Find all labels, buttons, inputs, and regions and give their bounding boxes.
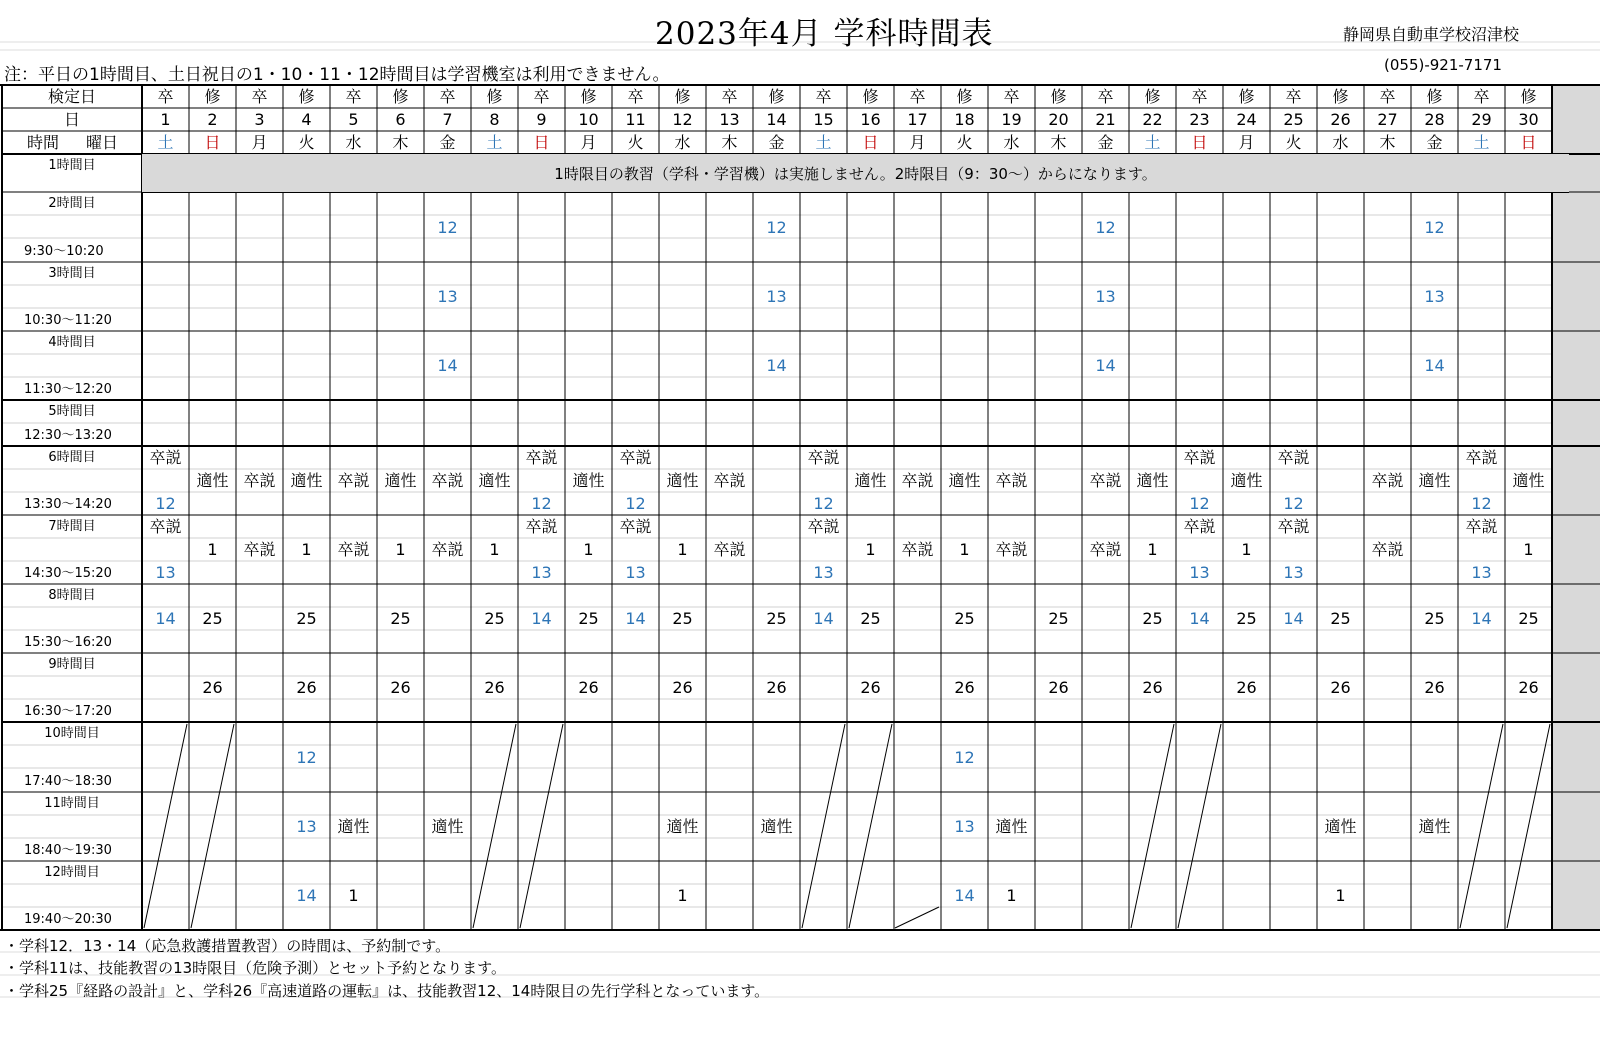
weekday: 金: [768, 132, 785, 152]
class-entry: 26: [1142, 677, 1163, 697]
period-name: 7時間目: [48, 518, 96, 534]
period-time: 14:30〜15:20: [24, 565, 112, 581]
day-number: 15: [813, 109, 834, 129]
class-entry: 1: [207, 539, 218, 559]
class-entry: 卒説: [901, 470, 934, 490]
class-entry: 14: [531, 608, 552, 628]
closed-slash: [802, 724, 845, 928]
class-entry: 25: [766, 608, 787, 628]
period-name: 6時間目: [48, 449, 96, 465]
class-entry: 卒説: [243, 539, 276, 559]
class-entry: 26: [766, 677, 787, 697]
class-entry: 12: [1189, 493, 1210, 513]
class-entry: 1: [677, 885, 688, 905]
period-name: 12時間目: [44, 864, 100, 880]
class-entry: 26: [578, 677, 599, 697]
class-entry: 卒説: [1277, 516, 1310, 536]
weekday: 木: [721, 132, 738, 152]
exam-mark: 卒: [909, 86, 926, 106]
weekday: 月: [251, 132, 268, 152]
class-entry: 14: [1095, 355, 1116, 375]
day-number: 2: [207, 109, 218, 129]
closed-slash: [473, 724, 516, 928]
weekday: 金: [1097, 132, 1114, 152]
class-entry: 26: [484, 677, 505, 697]
class-entry: 25: [390, 608, 411, 628]
exam-mark: 修: [1332, 86, 1349, 106]
class-entry: 1: [489, 539, 500, 559]
day-number: 4: [301, 109, 312, 129]
closed-slash: [1460, 724, 1503, 928]
day-number: 29: [1471, 109, 1492, 129]
class-entry: 12: [813, 493, 834, 513]
closed-slash: [144, 724, 187, 928]
period1-banner: 1時限目の教習（学科・学習機）は実施しません。2時限目（9：30〜）からになります。: [142, 154, 1569, 193]
class-entry: 卒説: [1371, 470, 1404, 490]
weekday: 木: [392, 132, 409, 152]
class-entry: 適性: [290, 470, 323, 490]
weekday: 水: [674, 132, 691, 152]
period-time: 18:40〜19:30: [24, 842, 112, 858]
class-entry: 1: [1147, 539, 1158, 559]
footnote-3: ・学科25『経路の設計』と、学科26『高速道路の運転』は、技能教習12、14時限目の先行学科となっています。: [4, 982, 770, 1000]
footnote-1: ・学科12．13・14（応急救護措置教習）の時間は、予約制です。: [4, 937, 451, 955]
class-entry: 適性: [384, 470, 417, 490]
exam-mark: 修: [956, 86, 973, 106]
class-entry: 14: [1283, 608, 1304, 628]
exam-mark: 修: [862, 86, 879, 106]
class-entry: 1: [301, 539, 312, 559]
day-number: 22: [1142, 109, 1163, 129]
class-entry: 25: [296, 608, 317, 628]
class-entry: 12: [296, 747, 317, 767]
class-entry: 13: [766, 286, 787, 306]
class-entry: 適性: [478, 470, 511, 490]
day-number: 28: [1424, 109, 1445, 129]
class-entry: 14: [296, 885, 317, 905]
class-entry: 適性: [760, 816, 793, 836]
class-entry: 14: [1471, 608, 1492, 628]
closed-slash: [895, 907, 939, 928]
class-entry: 適性: [1324, 816, 1357, 836]
class-entry: 卒説: [1371, 539, 1404, 559]
weekday: 日: [533, 132, 550, 152]
phone-number: (055)-921-7171: [1384, 56, 1502, 74]
exam-mark: 修: [1238, 86, 1255, 106]
class-entry: 卒説: [713, 470, 746, 490]
day-number: 23: [1189, 109, 1210, 129]
class-entry: 卒説: [995, 470, 1028, 490]
class-entry: 25: [578, 608, 599, 628]
class-entry: 14: [1189, 608, 1210, 628]
class-entry: 卒説: [713, 539, 746, 559]
class-entry: 卒説: [1089, 539, 1122, 559]
day-number: 30: [1518, 109, 1539, 129]
exam-mark: 修: [1144, 86, 1161, 106]
day-number: 21: [1095, 109, 1116, 129]
class-entry: 25: [1518, 608, 1539, 628]
class-entry: 25: [1048, 608, 1069, 628]
class-entry: 卒説: [1089, 470, 1122, 490]
class-entry: 12: [1471, 493, 1492, 513]
usage-note: 注：平日の1時間目、土日祝日の1・10・11・12時間目は学習機室は利用できません。: [4, 65, 670, 85]
class-entry: 卒説: [525, 516, 558, 536]
class-entry: 13: [1424, 286, 1445, 306]
class-entry: 卒説: [149, 516, 182, 536]
closed-slash: [1131, 724, 1174, 928]
weekday-label: 曜日: [85, 132, 118, 152]
class-entry: 1: [348, 885, 359, 905]
period-name: 8時間目: [48, 587, 96, 603]
class-entry: 1: [1523, 539, 1534, 559]
class-entry: 適性: [948, 470, 981, 490]
class-entry: 卒説: [619, 516, 652, 536]
period-time: 9:30〜10:20: [24, 243, 104, 259]
weekday: 金: [1426, 132, 1443, 152]
class-entry: 卒説: [901, 539, 934, 559]
day-number: 11: [625, 109, 646, 129]
exam-day-label: 検定日: [47, 86, 96, 106]
class-entry: 適性: [196, 470, 229, 490]
day-number: 5: [348, 109, 359, 129]
class-entry: 13: [625, 562, 646, 582]
period-name: 2時間目: [48, 195, 96, 211]
class-entry: 26: [860, 677, 881, 697]
exam-mark: 修: [392, 86, 409, 106]
class-entry: 25: [1424, 608, 1445, 628]
period-name: 10時間目: [44, 725, 100, 741]
class-entry: 適性: [666, 470, 699, 490]
class-entry: 適性: [431, 816, 464, 836]
class-entry: 25: [202, 608, 223, 628]
exam-mark: 修: [768, 86, 785, 106]
class-entry: 12: [625, 493, 646, 513]
class-entry: 適性: [666, 816, 699, 836]
class-entry: 14: [766, 355, 787, 375]
weekday: 土: [815, 132, 832, 152]
day-number: 25: [1283, 109, 1304, 129]
period-name: 4時間目: [48, 334, 96, 350]
class-entry: 26: [1424, 677, 1445, 697]
class-entry: 適性: [995, 816, 1028, 836]
class-entry: 25: [672, 608, 693, 628]
class-entry: 卒説: [431, 539, 464, 559]
class-entry: 13: [813, 562, 834, 582]
period-time: 12:30〜13:20: [24, 427, 112, 443]
class-entry: 12: [1283, 493, 1304, 513]
exam-mark: 卒: [157, 86, 174, 106]
class-entry: 13: [437, 286, 458, 306]
class-entry: 卒説: [243, 470, 276, 490]
class-entry: 12: [437, 217, 458, 237]
class-entry: 1: [677, 539, 688, 559]
class-entry: 1: [1335, 885, 1346, 905]
class-entry: 26: [1330, 677, 1351, 697]
class-entry: 12: [155, 493, 176, 513]
weekday: 火: [298, 132, 315, 152]
weekday: 土: [1144, 132, 1161, 152]
period-time: 10:30〜11:20: [24, 312, 112, 328]
exam-mark: 修: [1520, 86, 1537, 106]
class-entry: 卒説: [619, 447, 652, 467]
weekday: 木: [1050, 132, 1067, 152]
class-entry: 26: [296, 677, 317, 697]
class-entry: 1: [1006, 885, 1017, 905]
weekday: 日: [1191, 132, 1208, 152]
class-entry: 25: [484, 608, 505, 628]
class-entry: 適性: [1512, 470, 1545, 490]
weekday: 月: [909, 132, 926, 152]
class-entry: 適性: [1418, 470, 1451, 490]
class-entry: 26: [202, 677, 223, 697]
exam-mark: 修: [1426, 86, 1443, 106]
day-number: 19: [1001, 109, 1022, 129]
weekday: 水: [345, 132, 362, 152]
weekday: 火: [627, 132, 644, 152]
class-entry: 卒説: [1183, 447, 1216, 467]
class-entry: 適性: [1230, 470, 1263, 490]
class-entry: 12: [766, 217, 787, 237]
exam-mark: 修: [486, 86, 503, 106]
day-number: 12: [672, 109, 693, 129]
exam-mark: 卒: [251, 86, 268, 106]
class-entry: 13: [1095, 286, 1116, 306]
class-entry: 13: [1189, 562, 1210, 582]
class-entry: 適性: [1418, 816, 1451, 836]
class-entry: 26: [390, 677, 411, 697]
weekday: 月: [1238, 132, 1255, 152]
period-time: 15:30〜16:20: [24, 634, 112, 650]
exam-mark: 修: [298, 86, 315, 106]
class-entry: 12: [1095, 217, 1116, 237]
weekday: 日: [1520, 132, 1537, 152]
school-name: 静岡県自動車学校沼津校: [1343, 25, 1520, 44]
class-entry: 12: [954, 747, 975, 767]
period-name: 5時間目: [48, 403, 96, 419]
day-number: 13: [719, 109, 740, 129]
weekday: 月: [580, 132, 597, 152]
day-number: 14: [766, 109, 787, 129]
class-entry: 14: [1424, 355, 1445, 375]
exam-mark: 修: [204, 86, 221, 106]
day-number: 26: [1330, 109, 1351, 129]
period-name: 9時間目: [48, 656, 96, 672]
right-gray-column: [1553, 85, 1600, 930]
day-number: 9: [536, 109, 547, 129]
weekday: 木: [1379, 132, 1396, 152]
weekday: 金: [439, 132, 456, 152]
exam-mark: 卒: [1191, 86, 1208, 106]
day-number: 8: [489, 109, 500, 129]
class-entry: 12: [1424, 217, 1445, 237]
closed-slash: [849, 724, 892, 928]
exam-mark: 修: [580, 86, 597, 106]
period-time: 17:40〜18:30: [24, 773, 112, 789]
class-entry: 13: [531, 562, 552, 582]
day-number: 1: [160, 109, 171, 129]
weekday: 火: [1285, 132, 1302, 152]
day-number: 10: [578, 109, 599, 129]
period-label: 時間: [26, 132, 59, 152]
period-time: 16:30〜17:20: [24, 703, 112, 719]
class-entry: 卒説: [1183, 516, 1216, 536]
class-entry: 卒説: [149, 447, 182, 467]
class-entry: 14: [954, 885, 975, 905]
exam-mark: 修: [1050, 86, 1067, 106]
day-number: 20: [1048, 109, 1069, 129]
period-name: 11時間目: [44, 795, 100, 811]
class-entry: 1: [583, 539, 594, 559]
class-entry: 25: [1330, 608, 1351, 628]
weekday: 火: [956, 132, 973, 152]
class-entry: 卒説: [807, 516, 840, 536]
day-number: 6: [395, 109, 406, 129]
weekday: 土: [1473, 132, 1490, 152]
weekday: 水: [1003, 132, 1020, 152]
class-entry: 13: [296, 816, 317, 836]
class-entry: 25: [1142, 608, 1163, 628]
exam-mark: 卒: [627, 86, 644, 106]
exam-mark: 卒: [1097, 86, 1114, 106]
exam-mark: 卒: [345, 86, 362, 106]
class-entry: 26: [1518, 677, 1539, 697]
class-entry: 卒説: [337, 539, 370, 559]
page-title: 2023年4月 学科時間表: [655, 16, 994, 52]
exam-mark: 卒: [1285, 86, 1302, 106]
weekday: 日: [862, 132, 879, 152]
class-entry: 14: [155, 608, 176, 628]
closed-slash: [191, 724, 234, 928]
exam-mark: 卒: [1003, 86, 1020, 106]
period-name: 3時間目: [48, 265, 96, 281]
class-entry: 適性: [337, 816, 370, 836]
exam-mark: 卒: [721, 86, 738, 106]
closed-slash: [1507, 724, 1550, 928]
class-entry: 適性: [1136, 470, 1169, 490]
weekday: 日: [204, 132, 221, 152]
period-time: 13:30〜14:20: [24, 496, 112, 512]
day-number: 18: [954, 109, 975, 129]
footnote-2: ・学科11は、技能教習の13時限目（危険予測）とセット予約となります。: [4, 959, 506, 977]
class-entry: 25: [954, 608, 975, 628]
class-entry: 25: [1236, 608, 1257, 628]
day-number: 27: [1377, 109, 1398, 129]
class-entry: 1: [959, 539, 970, 559]
class-entry: 25: [860, 608, 881, 628]
closed-slash: [520, 724, 563, 928]
exam-mark: 卒: [1379, 86, 1396, 106]
class-entry: 26: [672, 677, 693, 697]
class-entry: 12: [531, 493, 552, 513]
class-entry: 卒説: [1277, 447, 1310, 467]
class-entry: 13: [954, 816, 975, 836]
class-entry: 卒説: [337, 470, 370, 490]
class-entry: 1: [395, 539, 406, 559]
day-number: 3: [254, 109, 265, 129]
day-number: 7: [442, 109, 453, 129]
day-label: 日: [63, 109, 80, 129]
class-entry: 1: [865, 539, 876, 559]
exam-mark: 卒: [533, 86, 550, 106]
class-entry: 卒説: [995, 539, 1028, 559]
exam-mark: 修: [674, 86, 691, 106]
weekday: 水: [1332, 132, 1349, 152]
class-entry: 26: [1048, 677, 1069, 697]
period-time: 11:30〜12:20: [24, 381, 112, 397]
period-name: 1時間目: [48, 157, 96, 173]
weekday: 土: [486, 132, 503, 152]
exam-mark: 卒: [1473, 86, 1490, 106]
class-entry: 卒説: [1465, 447, 1498, 467]
class-entry: 卒説: [1465, 516, 1498, 536]
period-time: 19:40〜20:30: [24, 911, 112, 927]
class-entry: 13: [1471, 562, 1492, 582]
class-entry: 卒説: [525, 447, 558, 467]
day-number: 16: [860, 109, 881, 129]
class-entry: 14: [625, 608, 646, 628]
class-entry: 26: [954, 677, 975, 697]
exam-mark: 卒: [439, 86, 456, 106]
class-entry: 14: [813, 608, 834, 628]
exam-mark: 卒: [815, 86, 832, 106]
weekday: 土: [157, 132, 174, 152]
class-entry: 26: [1236, 677, 1257, 697]
class-entry: 14: [437, 355, 458, 375]
day-number: 17: [907, 109, 928, 129]
class-entry: 適性: [854, 470, 887, 490]
class-entry: 卒説: [807, 447, 840, 467]
class-entry: 適性: [572, 470, 605, 490]
class-entry: 13: [1283, 562, 1304, 582]
closed-slash: [1178, 724, 1221, 928]
class-entry: 卒説: [431, 470, 464, 490]
class-entry: 1: [1241, 539, 1252, 559]
class-entry: 13: [155, 562, 176, 582]
day-number: 24: [1236, 109, 1257, 129]
